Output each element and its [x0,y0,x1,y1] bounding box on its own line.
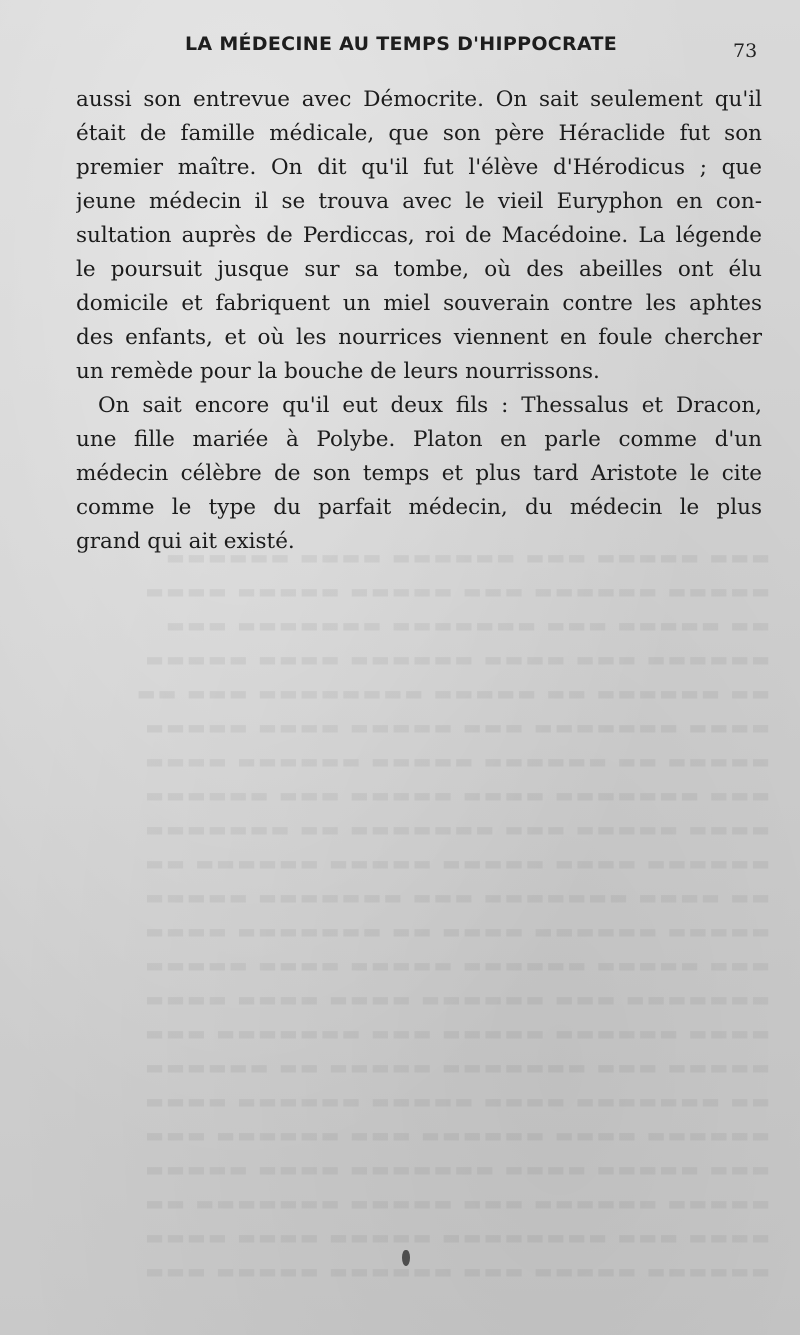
text-line: était de famille médicale, que son père Héraclide fut son [76,121,762,146]
text-line: sultation auprès de Perdiccas, roi de Macédoine. La légende [76,223,762,248]
text-line: jeune médecin il se trouva avec le vieil Euryphon en con- [76,189,762,214]
text-line: aussi son entrevue avec Démocrite. On sait seulement qu'il [76,87,762,112]
running-head: LA MÉDECINE AU TEMPS D'HIPPOCRATE [185,33,618,55]
text-line: comme le type du parfait médecin, du médecin le plus [76,495,762,520]
text-line: un remède pour la bouche de leurs nourrissons. [76,359,600,384]
text-line: des enfants, et où les nourrices viennent en foule chercher [76,325,762,350]
paragraph-start-line: On sait encore qu'il eut deux fils : Thessalus et Dracon, [98,393,762,418]
show-through-texture: ▬▬▬ ▬▬▬▬▬ ▬▬▬ ▬▬▬▬▬▬ ▬▬▬▬ ▬▬▬▬▬▬ ▬▬▬▬▬ ▬▬▬▬▬▬ ▬▬▬ ▬▬▬▬▬ ▬▬▬▬▬ ▬▬▬▬ ▬▬ ▬▬▬▬▬ ▬▬▬ ▬▬▬▬▬▬▬ ▬▬▬▬▬▬▬ ▬▬▬ ▬▬▬▬▬▬ ▬▬▬ ▬▬▬▬ ▬▬▬▬▬▬ ▬▬▬▬ ▬▬▬▬▬ ▬▬ ▬▬▬▬▬▬ ▬▬ ▬▬▬▬▬ ▬▬▬▬▬▬▬▬ ▬▬▬ ▬▬ ▬▬▬▬ ▬▬▬▬▬▬▬ ▬▬▬ ▬▬▬▬▬ ▬▬▬▬ ▬▬▬▬▬ ▬▬▬▬▬ ▬▬ ▬▬▬▬▬▬ ▬▬▬▬▬ ▬▬▬▬▬▬ ▬▬▬▬ ▬▬▬ ▬▬▬▬▬▬▬ ▬▬▬▬ ▬▬▬▬▬ ▬▬▬ ▬▬▬▬▬▬ ▬▬▬▬ ▬▬▬▬▬ ▬▬▬ ▬▬▬▬▬▬▬ ▬▬ ▬▬▬▬▬▬▬ ▬▬▬▬▬▬ ▬▬▬▬ ▬▬▬▬▬ ▬▬▬▬▬ ▬▬▬▬▬▬ ▬▬ ▬▬ ▬▬▬▬ ▬▬▬▬▬▬▬ ▬▬▬ ▬▬▬▬▬▬▬ ▬▬▬▬▬ ▬▬▬▬▬ ▬▬▬▬▬▬ ▬▬▬▬ ▬▬ ▬▬▬▬▬▬▬ ▬▬▬▬ ▬▬▬ ▬▬▬▬▬ ▬▬▬▬▬▬ ▬▬▬▬▬ ▬▬▬▬ ▬▬▬▬▬ ▬▬▬▬▬▬▬ ▬▬▬ ▬▬▬▬▬▬ ▬▬▬▬ ▬▬▬▬ ▬▬▬▬ ▬▬▬▬ ▬▬▬▬▬▬ ▬▬▬▬▬ ▬▬▬ ▬▬▬▬▬▬▬ ▬▬▬ ▬▬▬▬▬ ▬▬▬ ▬▬▬▬▬▬▬ ▬▬▬▬▬ ▬▬ ▬▬▬▬▬▬ ▬▬ ▬▬▬▬▬▬▬ ▬▬▬▬ ▬▬▬▬▬ ▬▬▬▬▬▬ ▬▬▬▬ ▬▬▬▬▬▬ ▬▬▬▬ ▬▬▬▬▬▬ ▬▬▬ ▬▬▬▬▬▬ ▬▬▬ ▬▬▬ ▬▬▬▬▬ ▬▬▬▬ ▬▬▬▬▬▬▬ ▬▬▬▬ ▬▬▬▬▬ ▬▬▬▬▬ ▬▬▬▬▬▬ ▬▬▬ ▬▬▬▬▬ ▬▬▬▬▬▬▬ ▬▬ ▬▬▬▬ ▬▬▬ ▬▬▬▬▬▬▬▬ ▬▬▬▬▬ ▬▬▬▬ ▬▬▬▬ ▬▬▬▬▬▬ ▬▬▬▬▬ ▬▬▬ ▬▬▬▬▬▬ ▬▬▬▬▬ ▬▬▬ [134,545,770,1283]
text-line: grand qui ait existé. [76,529,295,554]
text-line: domicile et fabriquent un miel souverain contre les aphtes [76,291,762,316]
text-line: le poursuit jusque sur sa tombe, où des abeilles ont élu [76,257,762,282]
ink-spot [402,1250,410,1266]
text-line: une fille mariée à Polybe. Platon en parle comme d'un [76,427,762,452]
body-text [76,83,762,559]
text-line: premier maître. On dit qu'il fut l'élève d'Hérodicus ; que [76,155,762,180]
page-number: 73 [733,40,758,62]
text-line: médecin célèbre de son temps et plus tard Aristote le cite [76,461,762,486]
